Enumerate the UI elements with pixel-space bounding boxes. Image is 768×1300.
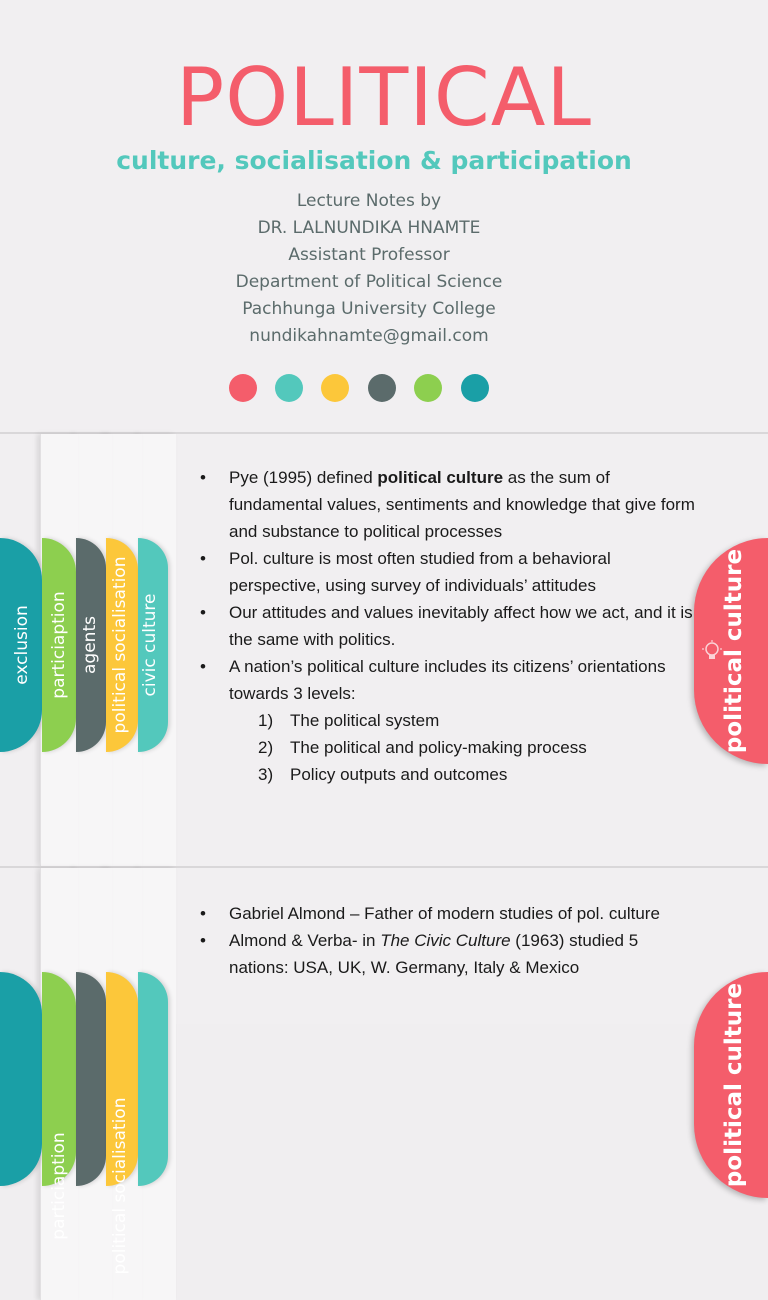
slide-almond bbox=[0, 868, 768, 1275]
bullet-list bbox=[198, 900, 698, 981]
section-tabs bbox=[0, 868, 190, 1300]
tab-participation[interactable]: particiaption bbox=[42, 538, 76, 752]
bullet-item: • Gabriel Almond – Father of modern studies of pol. culture bbox=[198, 900, 698, 927]
level-item: 3) Policy outputs and outcomes bbox=[258, 765, 508, 784]
color-dot bbox=[321, 374, 349, 402]
level-item: 1) The political system bbox=[258, 711, 440, 730]
author-name: DR. LALNUNDIKA HNAMTE bbox=[257, 218, 481, 238]
color-dot bbox=[275, 374, 303, 402]
author-info bbox=[0, 188, 738, 350]
tab-participation[interactable]: particiaption bbox=[42, 972, 76, 1186]
bullet-item: • Pye (1995) defined political culture as the sum of fundamental values, sentiments and knowledge that give form and substance to political processes bbox=[198, 464, 698, 545]
color-dot bbox=[461, 374, 489, 402]
bullet-list bbox=[198, 464, 698, 788]
department: Department of Political Science bbox=[235, 272, 503, 292]
color-dot bbox=[229, 374, 257, 402]
title-slide bbox=[0, 0, 768, 432]
tab-political-socialisation[interactable]: political socialisation bbox=[106, 972, 138, 1186]
tab-exclusion[interactable]: exclusion bbox=[0, 538, 42, 752]
tab-exclusion[interactable] bbox=[0, 972, 42, 1186]
slide-subtitle: culture, socialisation & participation bbox=[116, 146, 632, 175]
slide-political-culture bbox=[0, 434, 768, 866]
tab-civic-culture[interactable] bbox=[138, 972, 168, 1186]
section-tabs bbox=[0, 434, 190, 866]
bullet-item: • A nation’s political culture includes its citizens’ orientations towards 3 levels: bbox=[198, 653, 698, 707]
side-tab-political-culture[interactable]: political culture bbox=[694, 538, 768, 764]
side-tab-political-culture[interactable]: political culture bbox=[694, 972, 768, 1198]
color-dot bbox=[414, 374, 442, 402]
email[interactable]: nundikahnamte@gmail.com bbox=[249, 326, 489, 346]
author-position: Assistant Professor bbox=[288, 245, 450, 265]
color-dot bbox=[368, 374, 396, 402]
bullet-item: • Our attitudes and values inevitably affect how we act, and it is the same with politics. bbox=[198, 599, 698, 653]
tab-civic-culture[interactable]: civic culture bbox=[138, 538, 168, 752]
slide-title: POLITICAL bbox=[176, 51, 592, 144]
tab-agents[interactable]: agents bbox=[76, 538, 106, 752]
bullet-item: • Pol. culture is most often studied from a behavioral perspective, using survey of individuals’ attitudes bbox=[198, 545, 698, 599]
tab-political-socialisation[interactable]: political socialisation bbox=[106, 538, 138, 752]
bullet-item: • Almond & Verba- in The Civic Culture (1963) studied 5 nations: USA, UK, W. Germany, Italy & Mexico bbox=[198, 927, 698, 981]
info-line: Lecture Notes by bbox=[296, 191, 442, 211]
college: Pachhunga University College bbox=[242, 299, 496, 319]
tab-agents[interactable] bbox=[76, 972, 106, 1186]
level-item: 2) The political and policy-making process bbox=[258, 738, 587, 757]
